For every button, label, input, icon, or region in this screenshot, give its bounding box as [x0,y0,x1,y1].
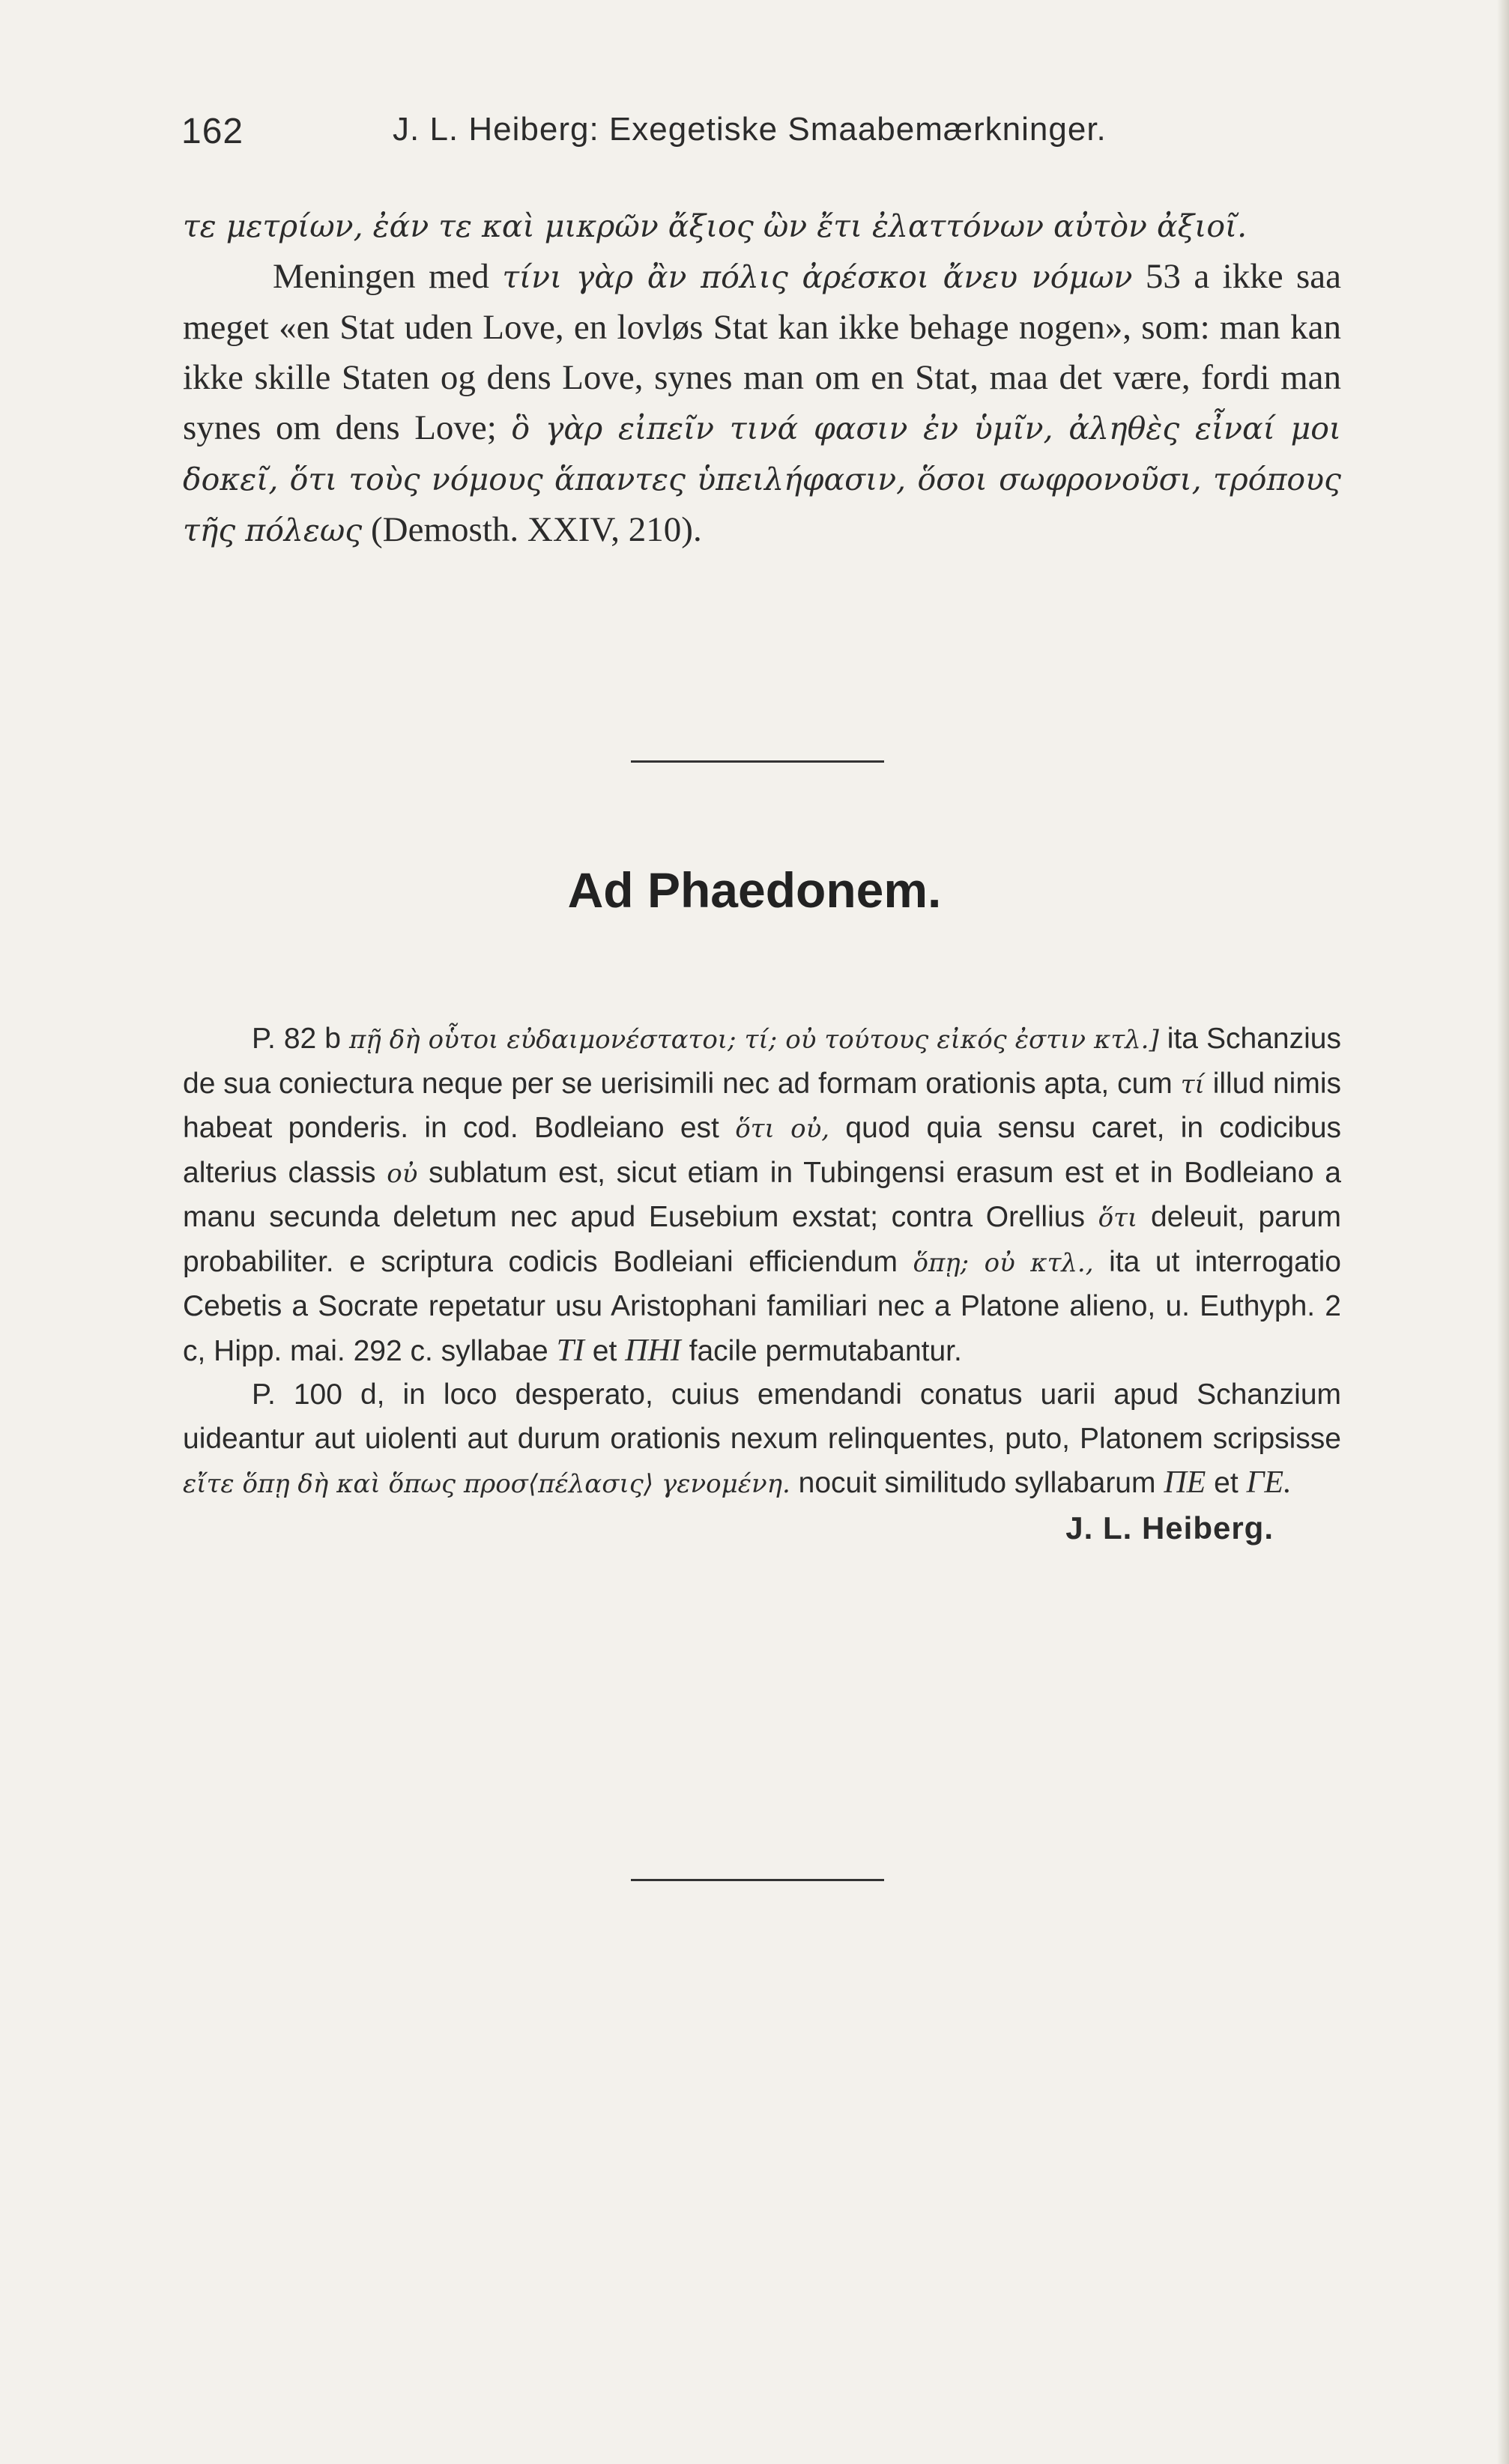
greek-quote: ὃ γὰρ εἰπεῖν τινά φασιν ἐν ὑμῖν, ἀληθὲς εἶναί μοι δοκεῖ, ὅτι τοὺς νόμους ἅπαντες ὑπειλήφασιν, ὅσοι σωφρονοῦσι, τρόπους τῆς πόλεως [183,411,1342,548]
text-run: illud nimis habeat ponderis. in cod. Bodleiano est [183,1067,1341,1144]
section-2 [183,1017,1341,1552]
paragraph-1 [183,201,1341,252]
running-header [181,111,1350,156]
section-1 [183,201,1341,556]
running-head: J. L. Heiberg: Exegetiske Smaabemærkninger. [393,111,1107,148]
text-run: Meningen med [273,257,503,296]
text-run: deleuit, parum probabiliter. e scriptura codicis Bodleiani efficiendum [183,1201,1341,1278]
greek-emendation: εἴτε ὅπῃ δὴ καὶ ὅπως προσ⟨πέλασις⟩ γενομένη. [183,1469,790,1499]
page-number: 162 [181,112,244,151]
greek-lemma: πῇ δὴ οὗτοι εὐδαιμονέστατοι; τί; οὐ τούτους εἰκός ἐστιν κτλ.] [349,1025,1159,1055]
text-run: (Demosth. XXIV, 210). [362,510,702,549]
greek-word: ὅτι οὐ, [735,1114,830,1144]
greek-word: τί [1180,1069,1205,1100]
end-divider [631,1879,884,1881]
italic-syllable: ΓΕ. [1246,1465,1292,1500]
greek-phrase: ὅπῃ; οὐ κτλ., [913,1247,1094,1278]
signature-line [183,1507,1341,1552]
text-run: facile permutabantur. [680,1334,962,1367]
section-title: Ad Phaedonem. [567,862,942,918]
text-run: P. 100 d, in loco desperato, cuius emendandi conatus uarii apud Schanzium uideantur aut uiolenti aut durum orationis nexum relinquentes, puto, Platonem scripsisse [183,1378,1341,1455]
text-run: sublatum est, sicut etiam in Tubingensi erasum est et in Bodleiano a manu secunda deletum nec apud Eusebium exstat; contra Orellius [183,1156,1341,1233]
greek-word: ὅτι [1098,1203,1138,1233]
author-signature: J. L. Heiberg. [1065,1510,1274,1546]
text-run: ita ut interrogatio Cebetis a Socrate repetatur usu Aristophani familiari nec a Platone alieno, u. Euthyph. 2 c, Hipp. mai. 292 c. syllabae [183,1245,1341,1367]
section-divider [631,760,884,763]
italic-syllable: TI [556,1333,584,1368]
paragraph-2 [183,252,1341,556]
greek-word: οὐ [387,1158,418,1189]
note-p82b [183,1017,1341,1373]
note-p100d [183,1373,1341,1507]
text-run: 53 a ikke saa meget «en Stat uden Love, en lovløs Stat kan ikke behage nogen», som: man kan ikke skille Staten og dens Love, synes man om en Stat, maa det være, fordi man synes om dens Love; [183,257,1341,447]
italic-syllable: ΠΕ [1164,1465,1206,1500]
text-run: et [1206,1467,1247,1499]
italic-syllable: ΠΗΙ [625,1333,681,1368]
text-run: ita Schanzius de sua coniectura neque per se uerisimili nec ad formam orationis apta, cum [183,1023,1341,1100]
text-run: nocuit similitudo syllabarum [790,1467,1164,1499]
greek-phrase: τίνι γὰρ ἂν πόλις ἀρέσκοι ἄνευ νόμων [502,259,1133,295]
text-run: et [584,1334,626,1367]
text-run: quod quia sensu caret, in codicibus alterius classis [183,1112,1342,1189]
text-run: P. 82 b [252,1023,350,1055]
page-edge-shadow [1497,0,1509,2464]
greek-quote: τε μετρίων, ἐάν τε καὶ μικρῶν ἄξιος ὢν ἔτι ἐλαττόνων αὐτὸν ἀξιοῖ. [183,208,1248,244]
